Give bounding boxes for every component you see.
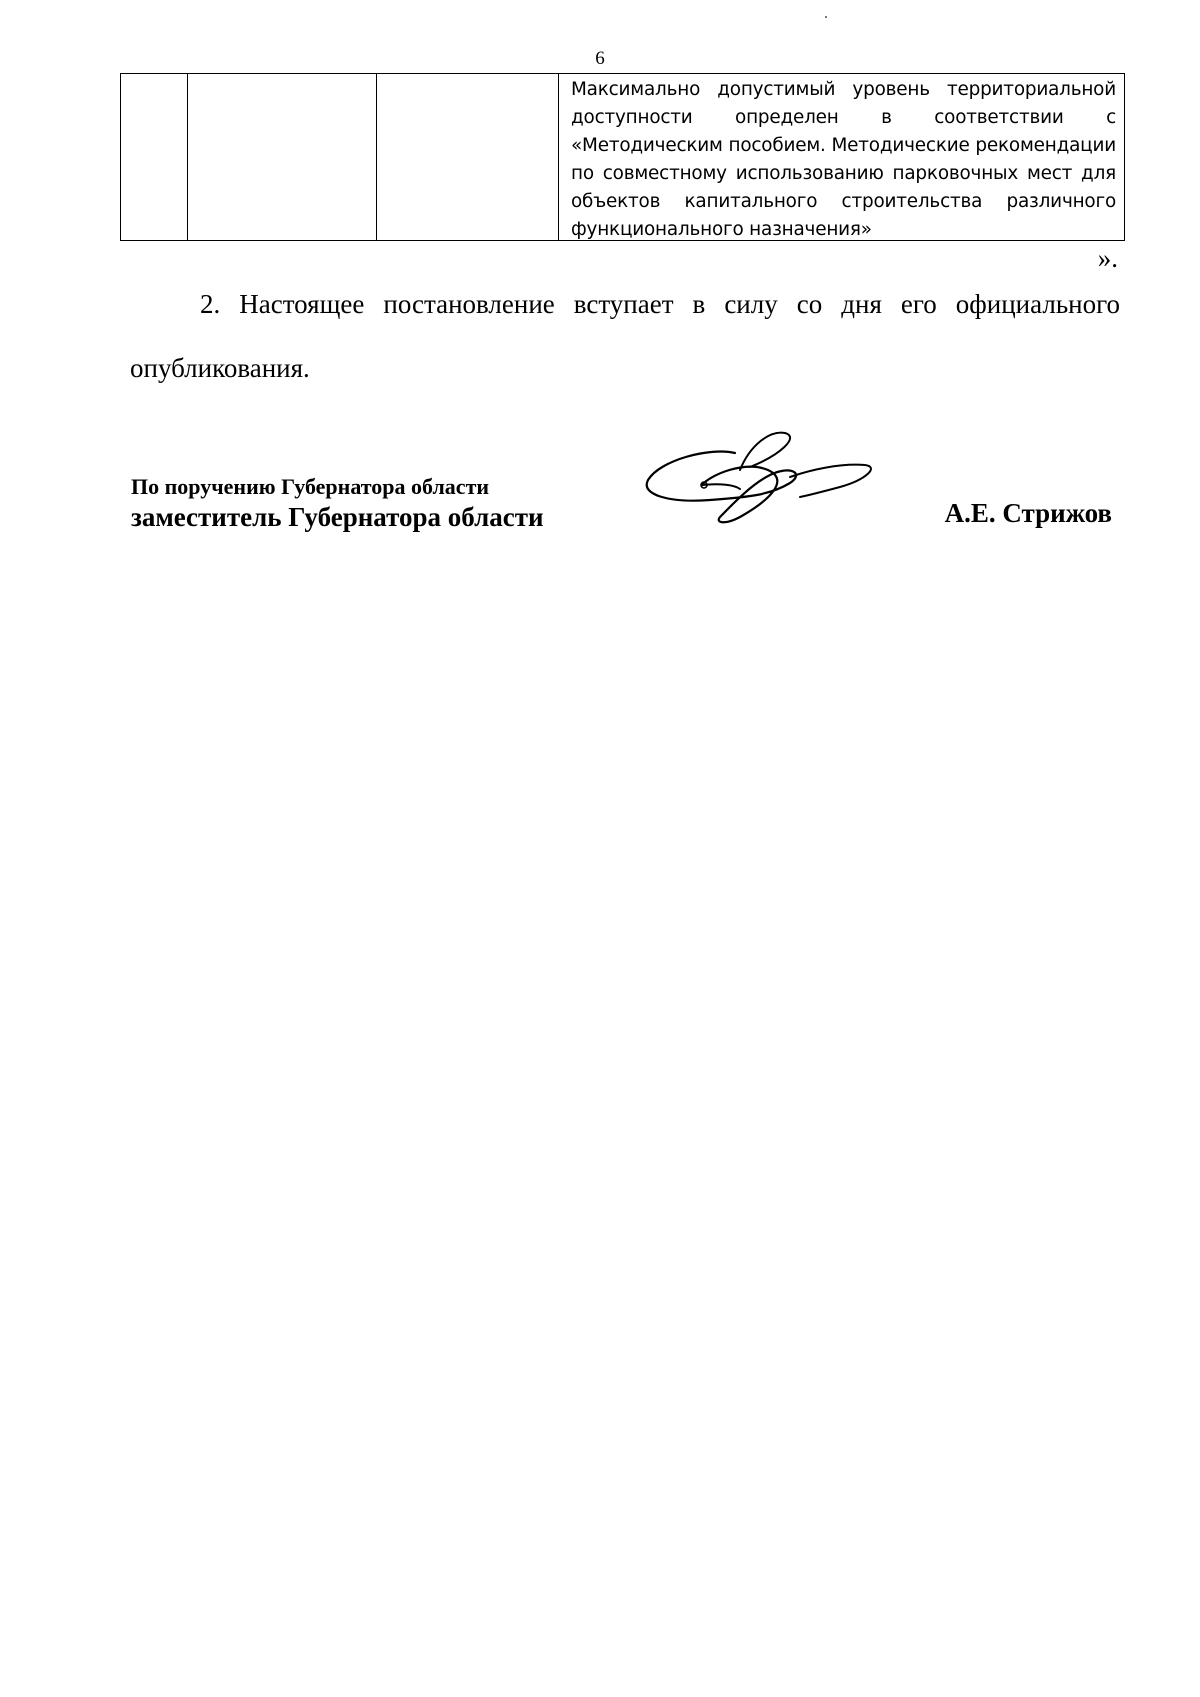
continued-table [120, 73, 1125, 241]
table-cell-value [377, 74, 559, 241]
table-cell-note [559, 74, 1125, 241]
page-number: 6 [595, 48, 605, 69]
signatory-name: А.Е. Стрижов [944, 498, 1112, 528]
signatory-authority: По поручению Губернатора области [131, 474, 490, 499]
table-row [121, 74, 1125, 241]
paragraph-2: 2. Настоящее постановление вступает в силу со дня его официального опубликования. [130, 289, 1120, 383]
closing-quote: ». [1097, 243, 1118, 273]
handwritten-signature-icon [640, 425, 880, 540]
table-cell-object [188, 74, 377, 241]
table-cell-number [121, 74, 188, 241]
scan-speck [825, 16, 827, 18]
signatory-position: заместитель Губернатора области [131, 502, 544, 532]
table-note-text: Максимально допустимый уровень территориальной доступности определен в соответствии с «Методическим пособием. Методические рекомендации по совместному использованию парковочных мест для объектов капитального строительства различного функционального назначения» [571, 79, 1116, 240]
